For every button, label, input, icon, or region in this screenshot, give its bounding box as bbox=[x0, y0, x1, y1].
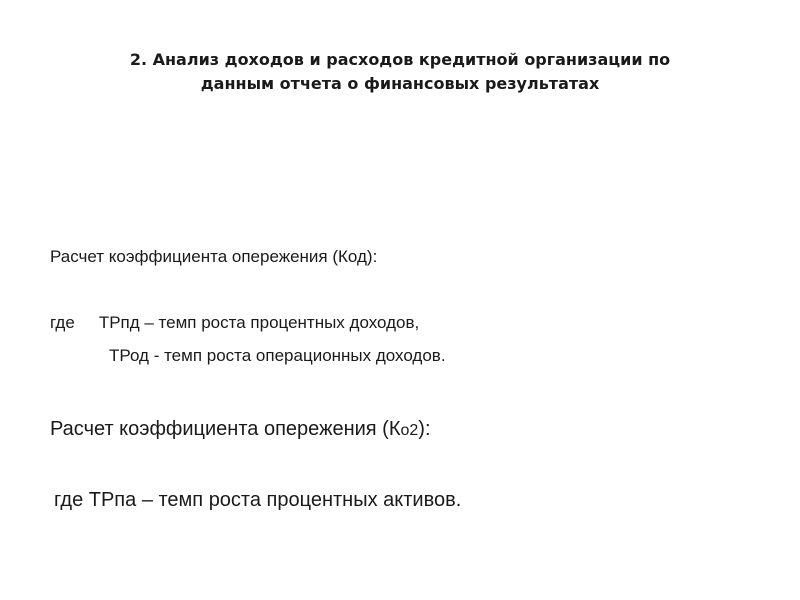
slide-title bbox=[40, 48, 760, 96]
trpd-definition-row bbox=[50, 313, 419, 333]
kod-heading: Расчет коэффициента опережения (Код): bbox=[50, 247, 378, 266]
slide-title-line-1: 2. Анализ доходов и расходов кредитной организации по bbox=[129, 50, 671, 69]
where-prefix: где bbox=[50, 313, 75, 332]
trod-definition: ТРод - темп роста операционных доходов. bbox=[109, 346, 446, 365]
ko2-heading-suffix: ): bbox=[418, 418, 431, 440]
trpd-definition: ТРпд – темп роста процентных доходов, bbox=[98, 313, 420, 332]
slide-title-line-2: данным отчета о финансовых результатах bbox=[200, 74, 600, 93]
trpa-definition: где ТРпа – темп роста процентных активов. bbox=[54, 489, 462, 511]
ko2-heading bbox=[50, 418, 431, 441]
ko2-heading-prefix: Расчет коэффициента опережения (К bbox=[50, 418, 401, 440]
ko2-heading-subscript: о2 bbox=[400, 422, 419, 439]
